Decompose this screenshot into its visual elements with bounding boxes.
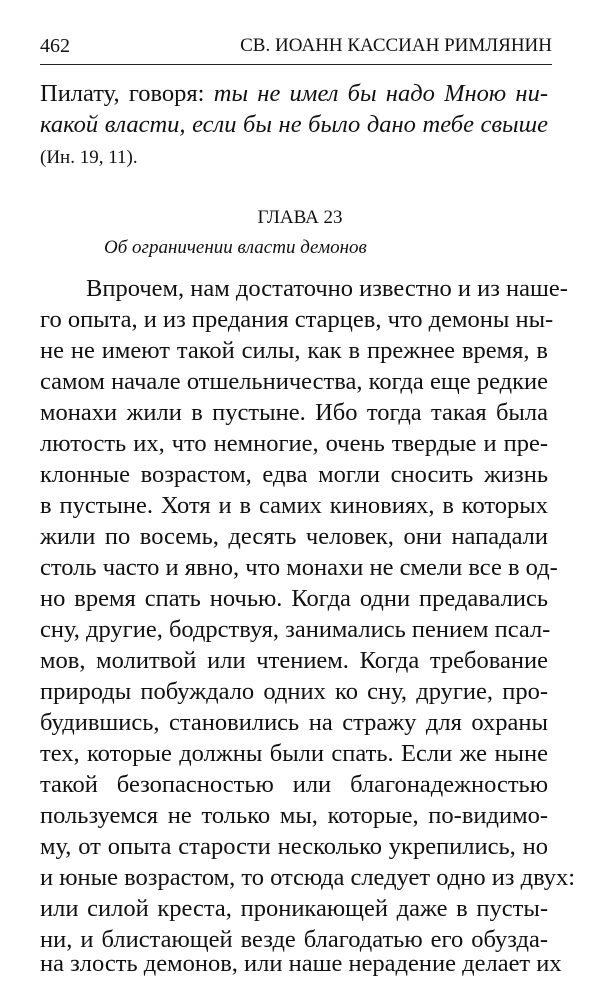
body-line: не не имеют такой силы, как в прежнее время, в <box>40 337 548 364</box>
body-line: такой безопасностью или благонадежностью <box>40 771 548 798</box>
body-line: монахи жили в пустыне. Ибо тогда такая была <box>40 399 548 426</box>
body-line: сну, другие, бодрствуя, занимались пением псал- <box>40 616 551 643</box>
chapter-title: ГЛАВА 23 <box>257 207 343 228</box>
body-line: лютость их, что немногие, очень твердые и пре- <box>40 430 548 457</box>
body-line: пользуемся не только мы, которые, по-видимо- <box>40 802 548 829</box>
body-line: ни, и блистающей везде благодатью его обузда- <box>40 926 548 953</box>
chapter-subtitle: Об ограничении власти демонов <box>104 237 367 258</box>
quote-line-1 <box>40 79 548 109</box>
body-line: мов, молитвой или чтением. Когда требование <box>40 647 548 674</box>
running-title: СВ. ИОАНН КАССИАН РИМЛЯНИН <box>240 35 552 56</box>
body-line: самом начале отшельничества, когда еще редкие <box>40 368 548 395</box>
body-line: клонные возрастом, едва могли сносить жизнь <box>40 461 548 488</box>
quote-line-1-plain: Пилату, говоря: <box>40 80 214 107</box>
body-line: Впрочем, нам достаточно известно и из наше- <box>86 275 568 302</box>
running-header <box>40 20 552 65</box>
quote-line-2 <box>40 110 548 140</box>
body-line: или силой креста, проникающей даже в пусты- <box>40 895 548 922</box>
body-line: тех, которые должны были спать. Если же ныне <box>40 740 548 767</box>
body-line: и юные возрастом, то отсюда следует одно из двух: <box>40 864 576 891</box>
body-line: на злость демонов, или наше нерадение делает их <box>40 950 562 977</box>
quote-line-1-italic: ты не имел бы надо Мною ни- <box>213 80 548 107</box>
body-line: в пустыне. Хотя и в самих киновиях, в которых <box>40 492 548 519</box>
body-line: будившись, становились на стражу для охраны <box>40 709 548 736</box>
quote-line-3 <box>40 141 548 171</box>
body-line: го опыта, и из предания старцев, что демоны ны- <box>40 306 554 333</box>
body-line: но время спать ночью. Когда одни предавались <box>40 585 548 612</box>
body-line: столь часто и явно, что монахи не смели все в од- <box>40 554 558 581</box>
body-line: жили по восемь, десять человек, они нападали <box>40 523 548 550</box>
quote-line-2-italic: какой власти, если бы не было дано тебе свыше <box>40 111 548 138</box>
body-line: природы побуждало одних ко сну, другие, про- <box>40 678 548 705</box>
body-line: му, от опыта старости несколько укрепились, но <box>40 833 548 860</box>
page-number: 462 <box>40 35 70 57</box>
scripture-reference: (Ин. 19, 11). <box>40 147 138 168</box>
